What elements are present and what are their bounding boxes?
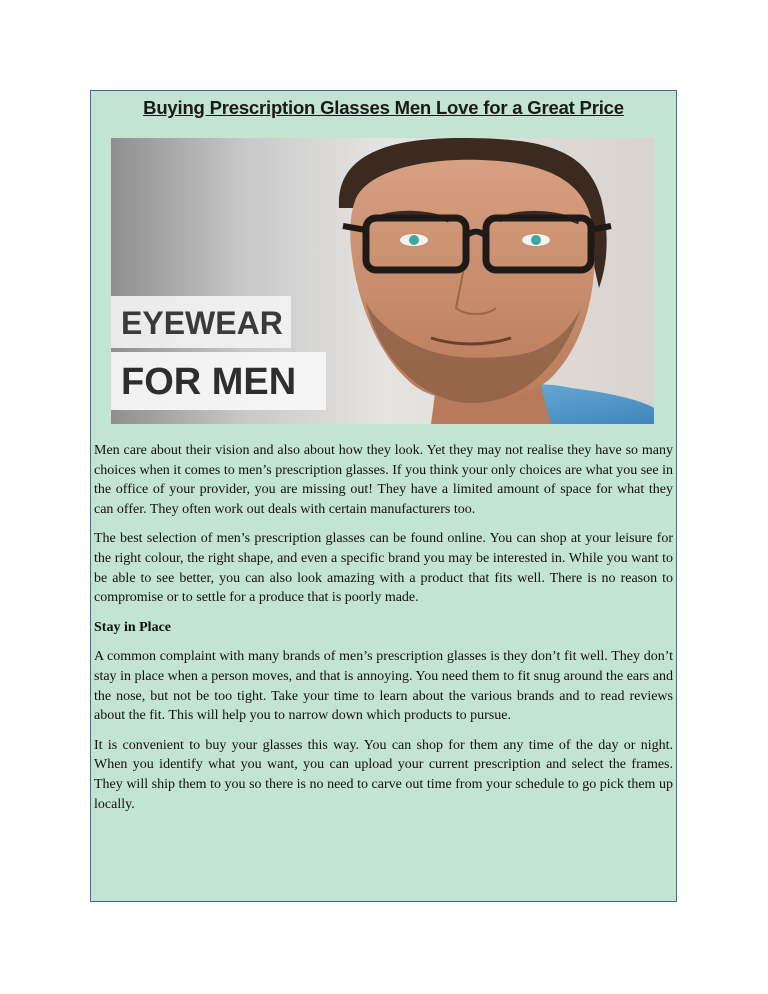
hero-image xyxy=(111,138,654,424)
page-title: Buying Prescription Glasses Men Love for a Great Price xyxy=(143,97,624,118)
paragraph: A common complaint with many brands of men’s prescription glasses is they don’t fit well. They don’t stay in place when a person moves, and that is annoying. You need them to fit snug around the ears and the nose, but not be too tight. Take your time to learn about the various brands and to read reviews about the fit. This will help you to narrow down which products to pursue. xyxy=(94,649,673,724)
paragraph: Men care about their vision and also about how they look. Yet they may not realise they have so many choices when it comes to men’s prescription glasses. If you think your only choices are what you see in the office of your provider, you are missing out! They have a limited amount of space for what they can offer. They often work out deals with certain manufacturers too. xyxy=(94,443,673,517)
paragraph: The best selection of men’s prescription glasses can be found online. You can shop at your leisure for the right colour, the right shape, and even a specific brand you may be interested in. While you want to be able to see better, you can also look amazing with a product that fits well. There is no reason to compromise or to settle for a produce that is poorly made. xyxy=(94,531,673,606)
article-body xyxy=(94,441,673,824)
section-heading: Stay in Place xyxy=(94,619,171,635)
hero-text-eyewear: EYEWEAR xyxy=(121,305,283,341)
content-box xyxy=(90,90,677,902)
paragraph: It is convenient to buy your glasses this way. You can shop for them any time of the day or night. When you identify what you want, you can upload your current prescription and select the frames. They will ship them to you so there is no need to carve out time from your schedule to go pick them up locally. xyxy=(94,737,673,812)
hero-text-for-men: FOR MEN xyxy=(121,361,297,403)
man-with-glasses-photo xyxy=(111,138,654,424)
